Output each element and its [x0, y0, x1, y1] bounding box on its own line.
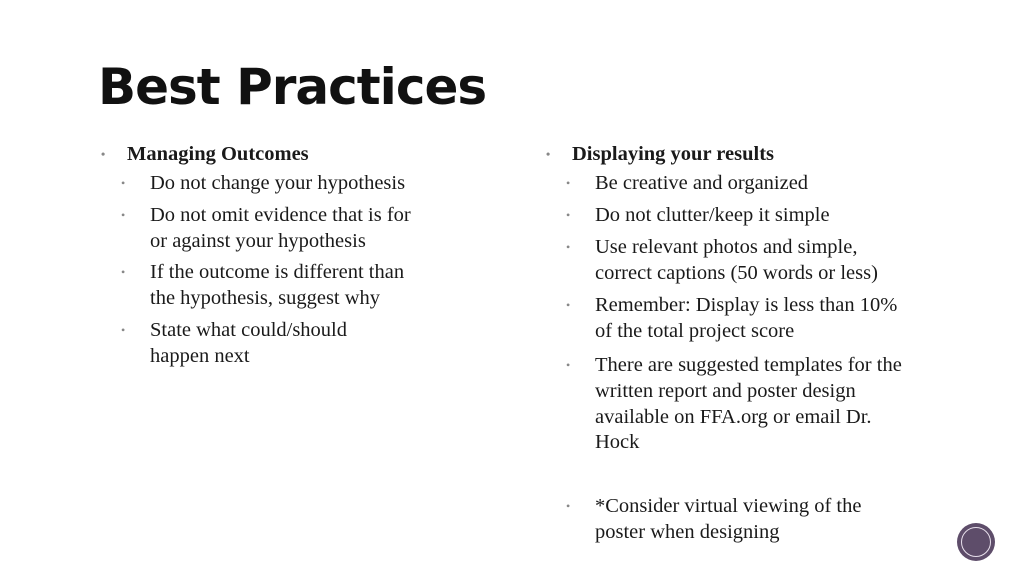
list-item: [121, 171, 406, 197]
bullet-icon: •: [566, 208, 571, 222]
list-item-line: Remember: Display is less than 10%: [595, 294, 898, 316]
list-item: [566, 293, 898, 345]
bullet-icon: •: [566, 358, 571, 372]
bullet-icon: •: [121, 265, 126, 279]
list-item: [566, 353, 902, 456]
bullet-icon: •: [121, 323, 126, 337]
list-item-line: or against your hypothesis: [150, 229, 366, 252]
list-item-line: There are suggested templates for the: [595, 354, 902, 376]
list-item-line: Do not omit evidence that is for: [150, 204, 411, 226]
left-column-heading: [101, 142, 309, 168]
list-item: [121, 260, 405, 312]
list-item-line: State what could/should: [150, 319, 348, 341]
list-item-line: poster when designing: [595, 520, 780, 543]
list-item-line: Be creative and organized: [595, 172, 809, 194]
heading-text: Managing Outcomes: [127, 143, 309, 165]
bullet-icon: •: [566, 499, 571, 513]
bullet-icon: •: [566, 176, 571, 190]
list-item-line: the hypothesis, suggest why: [150, 286, 381, 309]
list-item-line: *Consider virtual viewing of the: [595, 495, 862, 517]
list-item: [566, 235, 878, 287]
list-item: [566, 494, 862, 546]
list-item-line: available on FFA.org or email Dr.: [595, 405, 872, 428]
list-item: [566, 203, 830, 229]
bullet-icon: •: [566, 240, 571, 254]
slide-title: Best Practices: [98, 58, 487, 116]
list-item-line: of the total project score: [595, 319, 795, 342]
list-item-line: Hock: [595, 431, 640, 454]
bullet-icon: •: [121, 208, 126, 222]
list-item-line: Do not clutter/keep it simple: [595, 204, 830, 226]
heading-text: Displaying your results: [572, 143, 775, 165]
bullet-icon: •: [546, 147, 551, 161]
list-item-line: Use relevant photos and simple,: [595, 236, 858, 258]
list-item: [121, 203, 411, 255]
bullet-icon: •: [101, 147, 106, 161]
list-item: [566, 171, 809, 197]
list-item: [121, 318, 348, 370]
right-column-heading: [546, 142, 775, 168]
list-item-line: Do not change your hypothesis: [150, 172, 406, 194]
list-item-line: If the outcome is different than: [150, 261, 405, 283]
bullet-icon: •: [121, 176, 126, 190]
bullet-icon: •: [566, 298, 571, 312]
list-item-line: written report and poster design: [595, 379, 856, 402]
list-item-line: happen next: [150, 344, 250, 367]
list-item-line: correct captions (50 words or less): [595, 261, 878, 284]
slide-number-badge-icon: [958, 524, 994, 560]
